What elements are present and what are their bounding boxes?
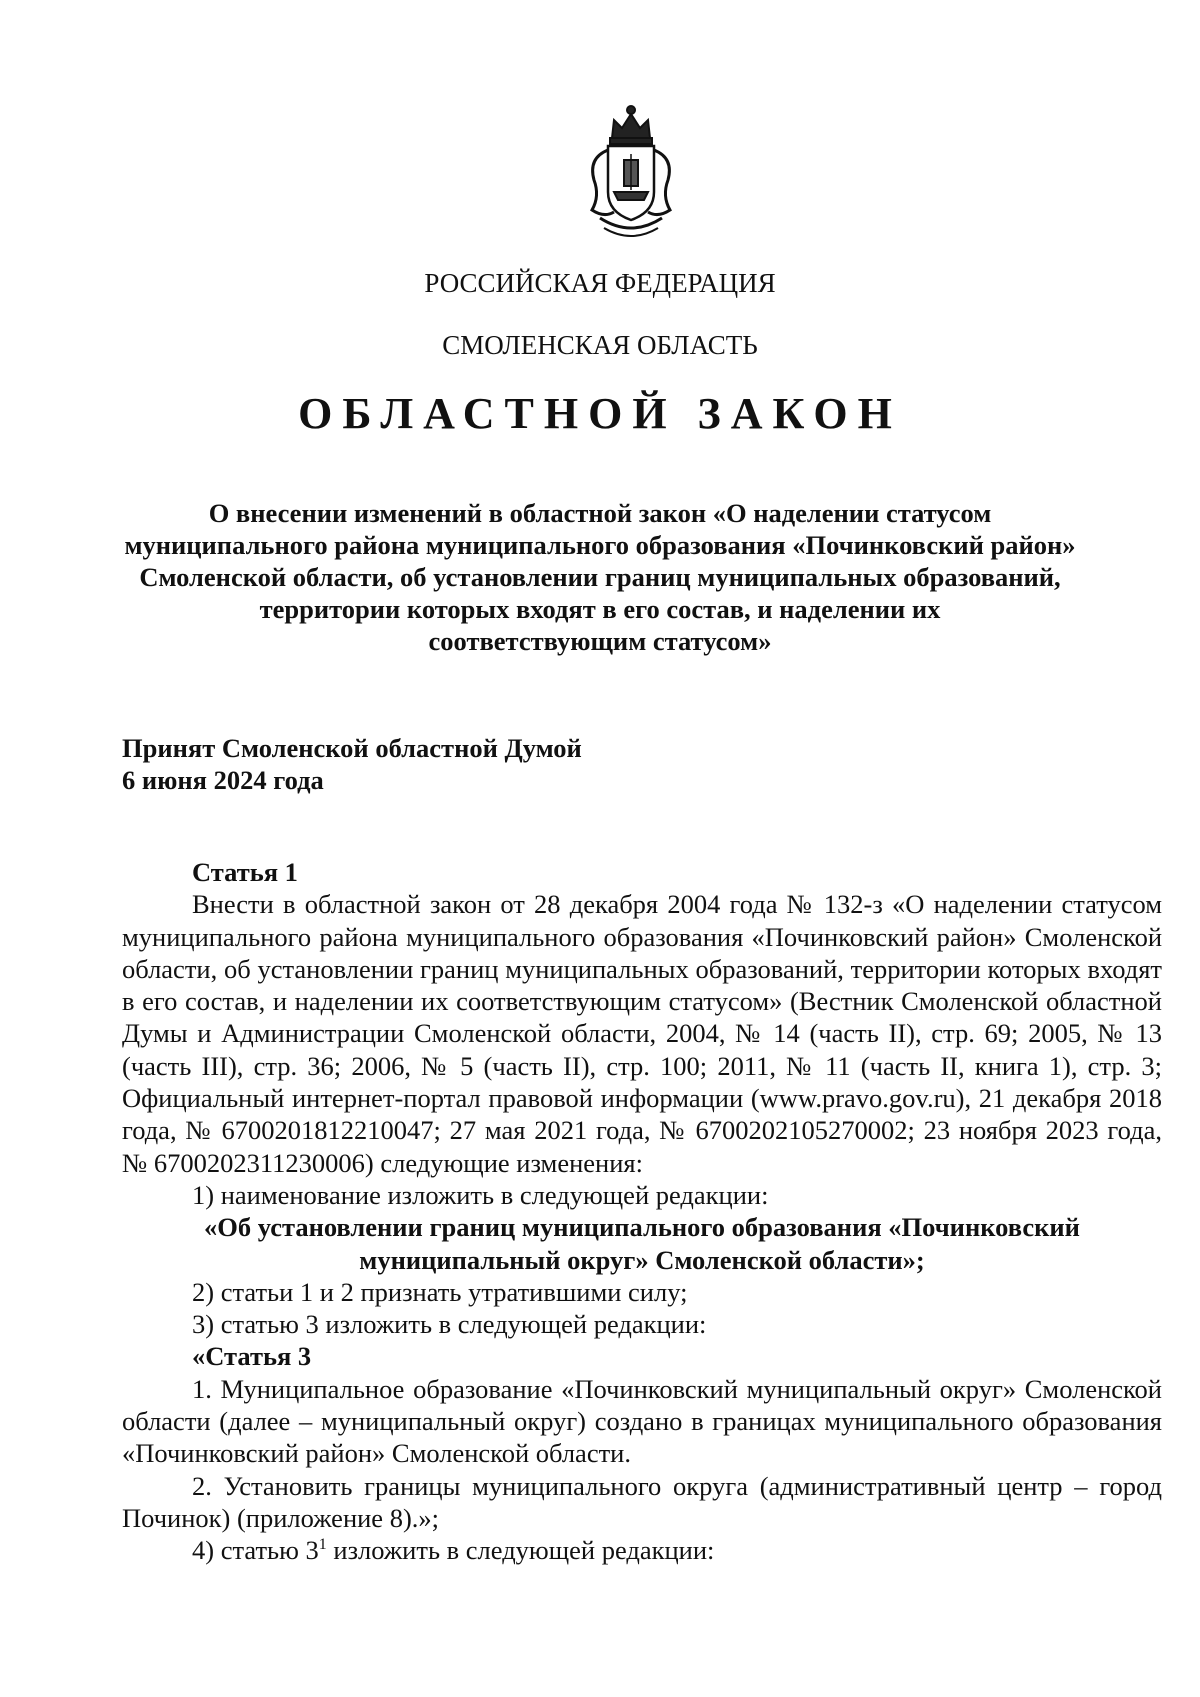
adoption-line: Принят Смоленской областной Думой — [122, 733, 582, 763]
subject-line: территории которых входят в его состав, и наделении их — [259, 594, 941, 624]
document-type-title: ОБЛАСТНОЙ ЗАКОН — [298, 389, 902, 438]
adoption-note — [122, 732, 582, 796]
subject-line: соответствующим статусом» — [428, 626, 772, 656]
subject-line: О внесении изменений в областной закон «О наделении статусом — [208, 498, 992, 528]
coat-of-arms-emblem — [574, 100, 688, 248]
quoted-article-paragraph: 2. Установить границы муниципального округа (административный центр – город Починок) (приложение 8).»; — [122, 1470, 1162, 1533]
law-subject-title — [120, 497, 1080, 657]
quoted-article-heading: «Статья 3 — [192, 1341, 312, 1372]
subject-line: Смоленской области, об установлении границ муниципальных образований, — [139, 562, 1061, 592]
amendment-item-text: 4) статью 3 — [192, 1535, 319, 1566]
amendment-item: 1) наименование изложить в следующей редакции: — [192, 1179, 769, 1210]
amendment-item — [122, 1534, 1162, 1566]
region-heading: СМОЛЕНСКАЯ ОБЛАСТЬ — [442, 330, 758, 360]
amendment-item: 2) статьи 1 и 2 признать утратившими силу; — [192, 1276, 688, 1307]
subject-line: муниципального района муниципального образования «Починковский район» — [124, 530, 1076, 560]
adoption-date: 6 июня 2024 года — [122, 765, 324, 795]
article-intro-paragraph: Внести в областной закон от 28 декабря 2004 года № 132-з «О наделении статусом муниципального района муниципального образования «Починковский район» Смоленской области, об установлении границ муниципальных образований, территории которых входят в его состав, и наделении их соответствующим статусом» (Вестник Смоленской областной Думы и Администрации Смоленской области, 2004, № 14 (часть II), стр. 69; 2005, № 13 (часть III), стр. 36; 2006, № 5 (часть II), стр. 100; 2011, № 11 (часть II, книга 1), стр. 3; Официальный интернет-портал правовой информации (www.pravo.gov.ru), 21 декабря 2018 года, № 6700201812210047; 27 мая 2021 года, № 6700202105270002; 23 ноября 2023 года, № 6700202311230006) следующие изменения: — [122, 889, 1162, 1178]
article-number-superscript: 1 — [318, 1536, 327, 1554]
article-heading: Статья 1 — [192, 857, 298, 887]
amendment-item: 3) статью 3 изложить в следующей редакции: — [192, 1309, 707, 1340]
quoted-article-paragraph: 1. Муниципальное образование «Починковский муниципальный округ» Смоленской области (далее – муниципальный округ) создано в границах муниципального образования «Починковский район» Смоленской области. — [122, 1373, 1162, 1469]
amendment-item-text: изложить в следующей редакции: — [326, 1535, 715, 1566]
document-body — [122, 856, 1162, 1567]
new-title-line: муниципальный округ» Смоленской области»; — [359, 1244, 925, 1275]
country-heading: РОССИЙСКАЯ ФЕДЕРАЦИЯ — [424, 268, 776, 298]
new-title-line: «Об установлении границ муниципального образования «Починковский — [204, 1212, 1080, 1243]
